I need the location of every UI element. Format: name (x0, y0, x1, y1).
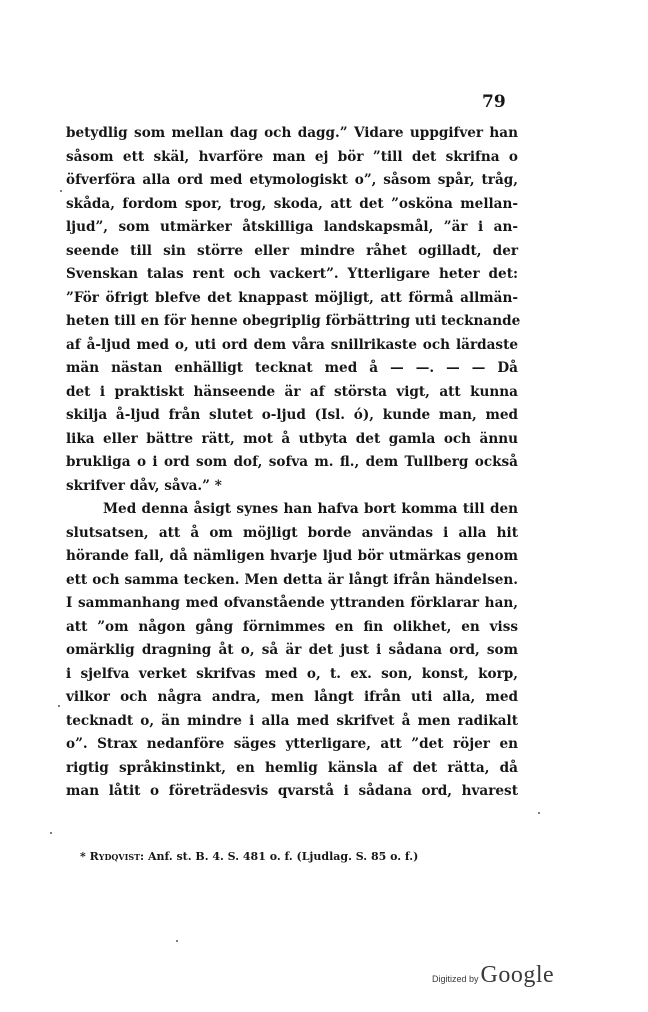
text-line: ”För öfrigt blefve det knappast möjligt, att förmå allmän- (66, 289, 518, 306)
text-line: hörande fall, då nämligen hvarje ljud bör utmärkas genom (66, 548, 518, 564)
text-line: ett och samma tecken. Men detta är långt ifrån händelsen. (66, 571, 518, 588)
text-line: vilkor och några andra, men långt ifrån uti alla, med (66, 689, 518, 705)
scan-speck (60, 190, 62, 192)
watermark-prefix: Digitized by (432, 974, 479, 984)
text-line: skrifver dåv, såva.” * (66, 477, 222, 494)
text-line: I sammanhang med ofvanstående yttranden förklarar han, (66, 595, 518, 611)
text-line: brukliga o i ord som dof, sofva m. fl., dem Tullberg också (66, 454, 518, 470)
digitized-watermark (432, 962, 554, 989)
text-line: rigtig språkinstinkt, en hemlig känsla af det rätta, då (66, 759, 518, 776)
text-line: såsom ett skäl, hvarföre man ej bör ”till det skrifna o (66, 148, 518, 165)
scan-speck (538, 812, 540, 814)
text-line: man låtit o företrädesvis qvarstå i sådana ord, hvarest (66, 783, 518, 799)
footnote (80, 850, 418, 863)
footnote-marker: * (80, 850, 86, 863)
text-line: i sjelfva verket skrifvas med o, t. ex. son, konst, korp, (66, 665, 518, 682)
text-line: omärklig dragning åt o, så är det just i sådana ord, som (66, 642, 518, 658)
text-line: o”. Strax nedanföre säges ytterligare, att ”det röjer en (66, 736, 518, 752)
text-line: ljud”, som utmärker åtskilliga landskapsmål, ”är i an- (66, 219, 518, 235)
text-line: att ”om någon gång förnimmes en fin olikhet, en viss (66, 618, 518, 635)
text-line: tecknadt o, än mindre i alla med skrifvet å men radikalt (66, 712, 518, 729)
body-text (66, 122, 521, 804)
text-line: betydlig som mellan dag och dagg.” Vidare uppgifver han (66, 125, 518, 141)
google-logo: Google (480, 962, 555, 988)
text-line: det i praktiskt hänseende är af största vigt, att kunna (66, 383, 518, 400)
footnote-text: Anf. st. B. 4. S. 481 o. f. (Ljudlag. S. 85 o. f.) (147, 850, 419, 863)
page-number: 79 (482, 92, 506, 112)
scan-speck (58, 705, 60, 707)
scan-speck (176, 940, 178, 942)
text-line: heten till en för henne obegriplig förbättring uti tecknande (66, 313, 521, 329)
footnote-author: Rydqvist: (89, 850, 145, 863)
text-line: Med denna åsigt synes han hafva bort komma till den (103, 501, 518, 517)
scan-speck (50, 832, 52, 834)
text-line: slutsatsen, att å om möjligt borde användas i alla hit (66, 524, 518, 541)
text-line: skåda, fordom spor, trog, skoda, att det ”osköna mellan- (66, 195, 518, 212)
text-line: öfverföra alla ord med etymologiskt o”, såsom spår, tråg, (66, 172, 518, 188)
text-line: af å-ljud med o, uti ord dem våra snillrikaste och lärdaste (66, 336, 518, 353)
text-line: män nästan enhälligt tecknat med å — —. — — Då (66, 360, 518, 376)
text-line: skilja å-ljud från slutet o-ljud (Isl. ó), kunde man, med (66, 407, 518, 423)
text-line: Svenskan talas rent och vackert”. Ytterligare heter det: (66, 266, 518, 282)
text-line: lika eller bättre rätt, mot å utbyta det gamla och ännu (66, 430, 518, 447)
text-line: seende till sin större eller mindre råhet ogilladt, der (66, 242, 518, 259)
